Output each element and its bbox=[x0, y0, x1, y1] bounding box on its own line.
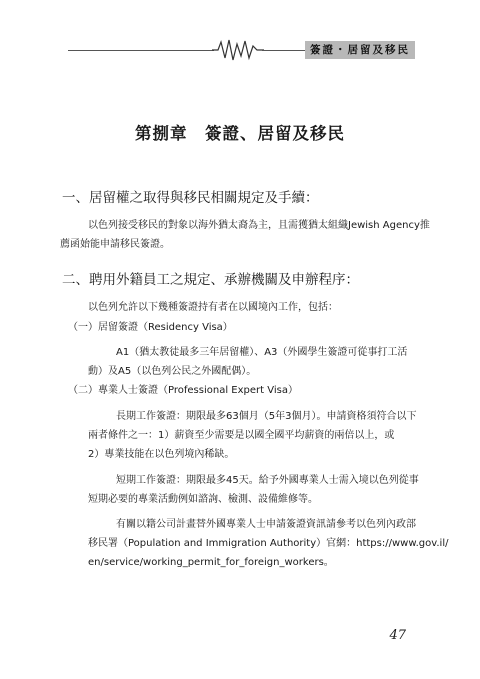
running-title: 簽證・居留及移民 bbox=[305, 41, 415, 59]
chapter-title: 第捌章 簽證、居留及移民 bbox=[135, 124, 345, 143]
paragraph-line: en/service/working_permit_for_foreign_workers。 bbox=[88, 557, 334, 568]
paragraph-line: 以色列接受移民的對象以海外猶太裔為主，且需獲猶太組織Jewish Agency推 bbox=[88, 220, 430, 231]
paragraph-line: 有關以籍公司計畫替外國專業人士申請簽證資訊請參考以色列內政部 bbox=[116, 519, 416, 530]
running-header bbox=[0, 0, 480, 80]
paragraph-line: 兩者條件之一：1）薪資至少需要是以國全國平均薪資的兩倍以上，或 bbox=[88, 430, 395, 441]
paragraph-line: 薦函始能申請移民簽證。 bbox=[60, 239, 170, 250]
paragraph-line: 以色列允許以下幾種簽證持有者在以國境內工作，包括： bbox=[88, 302, 338, 313]
subsection-heading: （二）專業人士簽證（Professional Expert Visa） bbox=[68, 385, 298, 396]
header-rule-mid bbox=[262, 50, 306, 51]
section-heading-2: 二、聘用外籍員工之規定、承辦機關及申辦程序： bbox=[62, 272, 359, 288]
subsection-heading: （一）居留簽證（Residency Visa） bbox=[68, 322, 233, 333]
paragraph-line: 動）及A5（以色列公民之外國配偶）。 bbox=[88, 366, 257, 377]
paragraph-line: 短期必要的專業活動例如諮詢、檢測、設備維修等。 bbox=[88, 494, 318, 505]
paragraph-line: A1（猶太教徒最多三年居留權）、A3（外國學生簽證可從事打工活 bbox=[116, 347, 408, 358]
paragraph-line: 長期工作簽證：期限最多63個月（5年3個月）。申請資格須符合以下 bbox=[116, 411, 417, 422]
header-rule-left bbox=[68, 50, 214, 51]
section-heading-1: 一、居留權之取得與移民相關規定及手續： bbox=[62, 190, 319, 206]
paragraph-line: 短期工作簽證：期限最多45天。給予外國專業人士需入境以色列從事 bbox=[116, 475, 419, 486]
page-number: 47 bbox=[389, 628, 406, 643]
heartbeat-wave-icon bbox=[212, 38, 264, 62]
paragraph-line: 2）專業技能在以色列境內稀缺。 bbox=[88, 449, 235, 460]
paragraph-line: 移民署（Population and Immigration Authority）官網：https://www.gov.il/ bbox=[88, 538, 449, 549]
